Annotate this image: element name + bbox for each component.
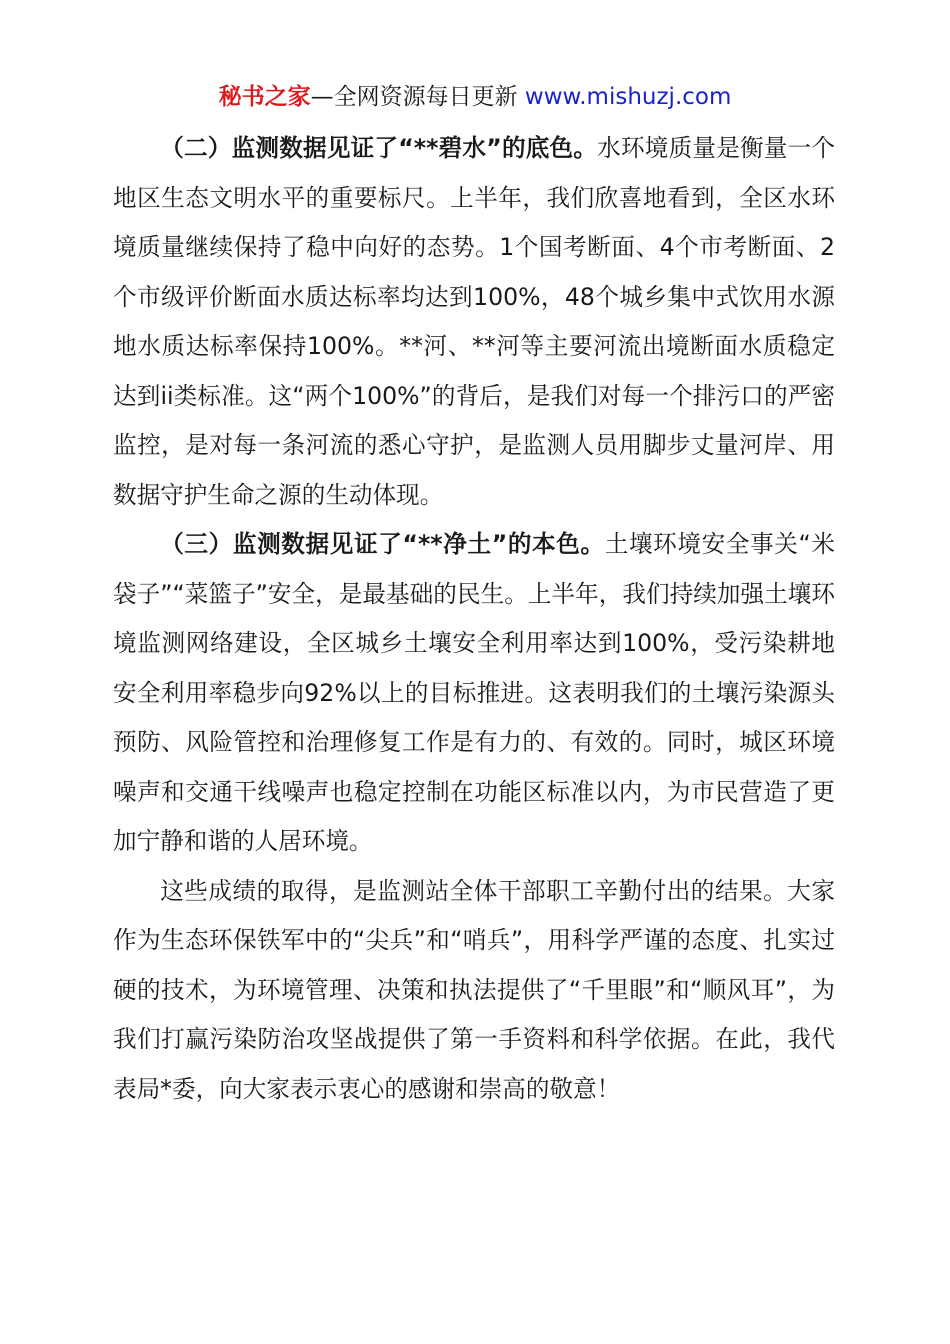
paragraph-soil-heading: （三）监测数据见证了“**净土”的本色。 <box>160 530 605 558</box>
paragraph-water-heading: （二）监测数据见证了“**碧水”的底色。 <box>160 134 598 162</box>
document-body <box>113 124 835 1114</box>
page-header <box>0 80 950 114</box>
paragraph-water-text: 水环境质量是衡量一个地区生态文明水平的重要标尺。上半年，我们欣喜地看到，全区水环境质量继续保持了稳中向好的态势。1个国考断面、4个市考断面、2个市级评价断面水质达标率均达到100%，48个城乡集中式饮用水源地水质达标率保持100%。**河、**河等主要河流出境断面水质稳定达到ii类标准。这“两个100%”的背后，是我们对每一个排污口的严密监控，是对每一条河流的悉心守护，是监测人员用脚步丈量河岸、用数据守护生命之源的生动体现。 <box>113 134 835 509</box>
website-link[interactable]: www.mishuzj.com <box>524 84 732 110</box>
paragraph-soil-text: 土壤环境安全事关“米袋子”“菜篮子”安全，是最基础的民生。上半年，我们持续加强土壤环境监测网络建设，全区城乡土壤安全利用率达到100%，受污染耕地安全利用率稳步向92%以上的目标推进。这表明我们的土壤污染源头预防、风险管控和治理修复工作是有力的、有效的。同时，城区环境噪声和交通干线噪声也稳定控制在功能区标准以内，为市民营造了更加宁静和谐的人居环境。 <box>113 530 835 855</box>
paragraph-thanks-text: 这些成绩的取得，是监测站全体干部职工辛勤付出的结果。大家作为生态环保铁军中的“尖兵”和“哨兵”，用科学严谨的态度、扎实过硬的技术，为环境管理、决策和执法提供了“千里眼”和“顺风耳”，为我们打赢污染防治攻坚战提供了第一手资料和科学依据。在此，我代表局*委，向大家表示衷心的感谢和崇高的敬意！ <box>113 876 835 1103</box>
paragraph-thanks <box>113 867 835 1115</box>
header-tagline: —全网资源每日更新 <box>310 84 525 110</box>
paragraph-water <box>113 124 835 520</box>
brand-name: 秘书之家 <box>218 84 311 110</box>
paragraph-soil <box>113 520 835 867</box>
